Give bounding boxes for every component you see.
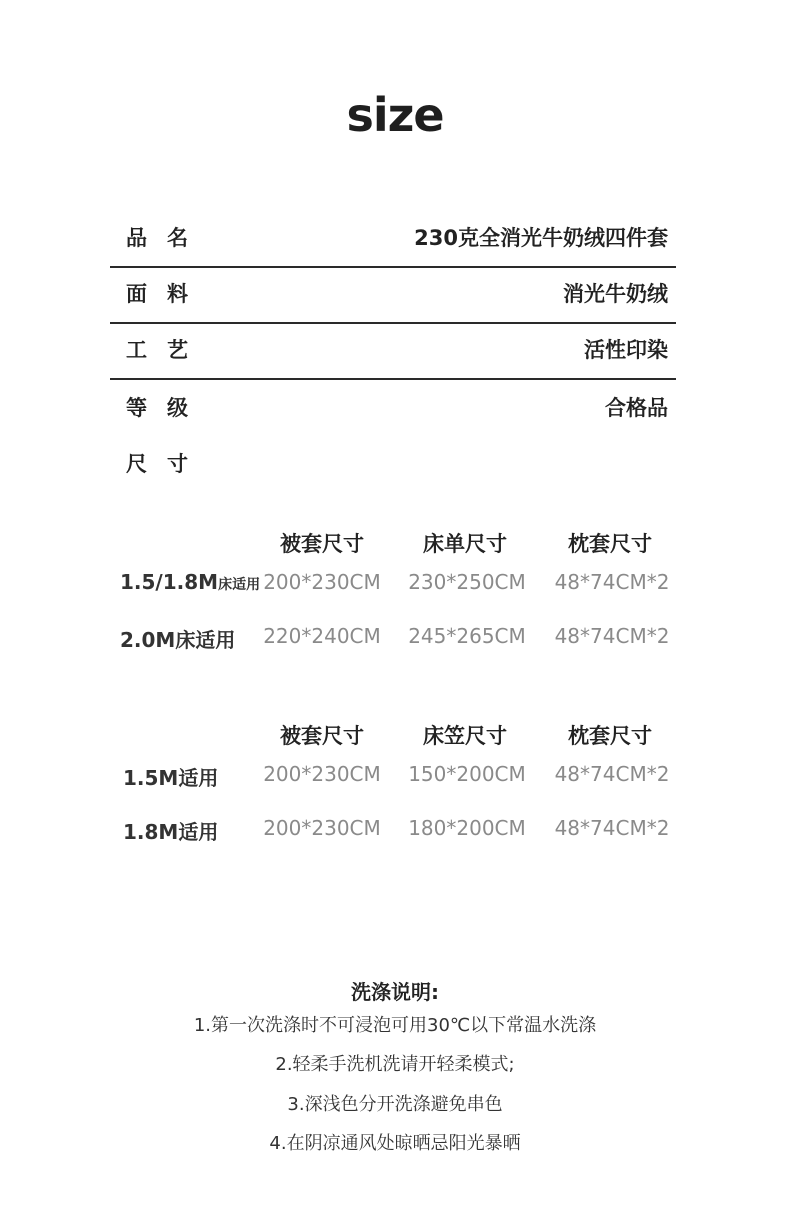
row-label-main: 1.5/1.8M — [120, 570, 219, 594]
washing-line: 3.深浅色分开洗涤避免串色 — [287, 1094, 503, 1115]
table-header: 枕套尺寸 — [568, 724, 652, 748]
table-cell: 230*250CM — [408, 570, 526, 594]
spec-row-grade — [110, 380, 676, 436]
spec-label: 等级 — [126, 396, 208, 420]
table-cell: 200*230CM — [263, 570, 381, 594]
spec-value: 合格品 — [605, 396, 668, 420]
table-cell: 48*74CM*2 — [554, 816, 670, 840]
table-cell: 48*74CM*2 — [554, 624, 670, 648]
table-header: 床笠尺寸 — [423, 724, 507, 748]
spec-label: 尺寸 — [126, 452, 208, 476]
row-label — [120, 624, 235, 653]
row-label-main: 1.5M适用 — [123, 766, 219, 790]
washing-line: 4.在阴凉通风处晾晒忌阳光暴晒 — [269, 1133, 521, 1154]
row-label-main: 2.0M床适用 — [120, 628, 236, 652]
spec-value: 230克全消光牛奶绒四件套 — [414, 226, 668, 250]
spec-label: 面料 — [126, 282, 208, 306]
table-header: 床单尺寸 — [423, 532, 507, 556]
row-label — [120, 570, 260, 594]
row-label-small: 床适用 — [218, 577, 261, 593]
table-cell: 180*200CM — [408, 816, 526, 840]
spec-value: 消光牛奶绒 — [563, 282, 668, 306]
spec-row-fabric — [110, 266, 676, 324]
table-cell: 220*240CM — [263, 624, 381, 648]
table-cell: 150*200CM — [408, 762, 526, 786]
row-label — [123, 816, 218, 845]
table-cell: 200*230CM — [263, 816, 381, 840]
spec-row-product-name — [110, 210, 676, 268]
spec-label: 工艺 — [126, 338, 208, 362]
table-header: 被套尺寸 — [280, 724, 364, 748]
table-cell: 48*74CM*2 — [554, 570, 670, 594]
spec-label: 品名 — [126, 226, 208, 250]
table-cell: 200*230CM — [263, 762, 381, 786]
table-header: 枕套尺寸 — [568, 532, 652, 556]
spec-row-size — [110, 436, 676, 492]
spec-value: 活性印染 — [584, 338, 668, 362]
table-cell: 48*74CM*2 — [554, 762, 670, 786]
spec-row-craft — [110, 322, 676, 380]
table-cell: 245*265CM — [408, 624, 526, 648]
row-label-main: 1.8M适用 — [123, 820, 219, 844]
washing-title: 洗涤说明: — [351, 980, 439, 1004]
washing-line: 2.轻柔手洗机洗请开轻柔模式; — [275, 1054, 515, 1075]
row-label — [123, 762, 218, 791]
washing-line: 1.第一次洗涤时不可浸泡可用30℃以下常温水洗涤 — [193, 1015, 597, 1036]
table-header: 被套尺寸 — [280, 532, 364, 556]
page-title: size — [346, 88, 444, 142]
